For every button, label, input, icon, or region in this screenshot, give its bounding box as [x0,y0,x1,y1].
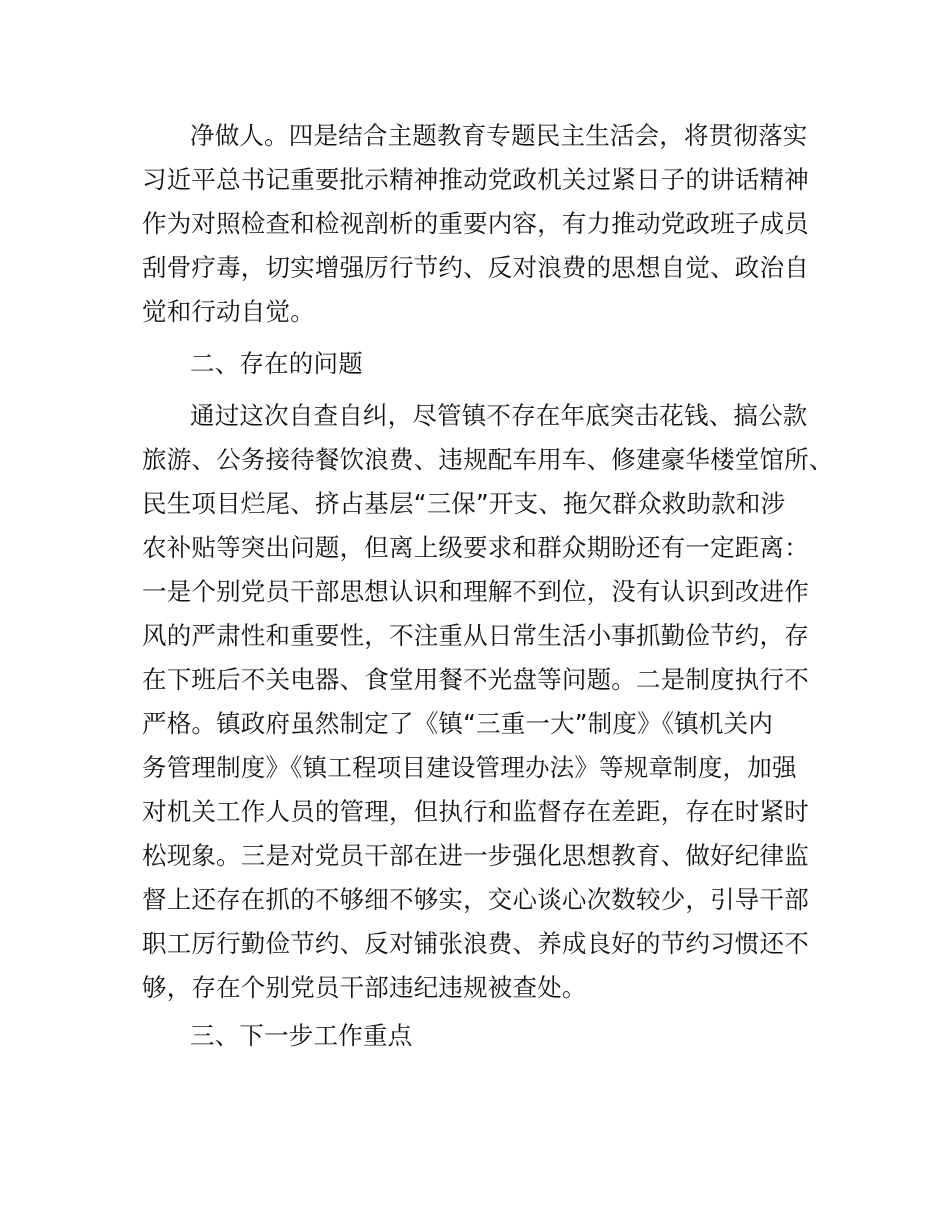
paragraph-line: 民生项目烂尾、挤占基层“三保”开支、拖欠群众救助款和涉 [142,489,786,518]
paragraph-line: 够，存在个别党员干部违纪违规被查处。 [142,973,587,1002]
paragraph-line: 务管理制度》《镇工程项目建设管理办法》等规章制度，加强 [142,753,797,782]
paragraph-line: 督上还存在抓的不够细不够实，交心谈心次数较少，引导干部 [142,885,809,914]
paragraph-line: 在下班后不关电器、食堂用餐不光盘等问题。二是制度执行不 [142,665,809,694]
section-heading: 三、下一步工作重点 [190,1021,413,1050]
paragraph-line: 一是个别党员干部思想认识和理解不到位，没有认识到改进作 [142,577,809,606]
paragraph-line: 对机关工作人员的管理，但执行和监督存在差距，存在时紧时 [142,797,809,826]
paragraph-line: 职工厉行勤俭节约、反对铺张浪费、养成良好的节约习惯还不 [142,929,809,958]
section-heading: 二、存在的问题 [190,349,363,378]
paragraph-line: 作为对照检查和检视剖析的重要内容，有力推动党政班子成员 [142,209,809,238]
paragraph-line: 风的严肃性和重要性，不注重从日常生活小事抓勤俭节约，存 [142,621,809,650]
paragraph-line: 净做人。四是结合主题教育专题民主生活会，将贯彻落实 [190,121,808,150]
paragraph-line: 通过这次自查自纠，尽管镇不存在年底突击花钱、搞公款 [190,401,808,430]
paragraph-line: 松现象。三是对党员干部在进一步强化思想教育、做好纪律监 [142,841,809,870]
paragraph-line: 旅游、公务接待餐饮浪费、违规配车用车、修建豪华楼堂馆所、 [142,445,834,474]
paragraph-line: 觉和行动自觉。 [142,297,315,326]
paragraph-line: 严格。镇政府虽然制定了《镇“三重一大”制度》《镇机关内 [142,709,774,738]
paragraph-line: 农补贴等突出问题，但离上级要求和群众期盼还有一定距离： [142,533,809,562]
paragraph-line: 习近平总书记重要批示精神推动党政机关过紧日子的讲话精神 [142,165,809,194]
paragraph-line: 刮骨疗毒，切实增强厉行节约、反对浪费的思想自觉、政治自 [142,253,809,282]
